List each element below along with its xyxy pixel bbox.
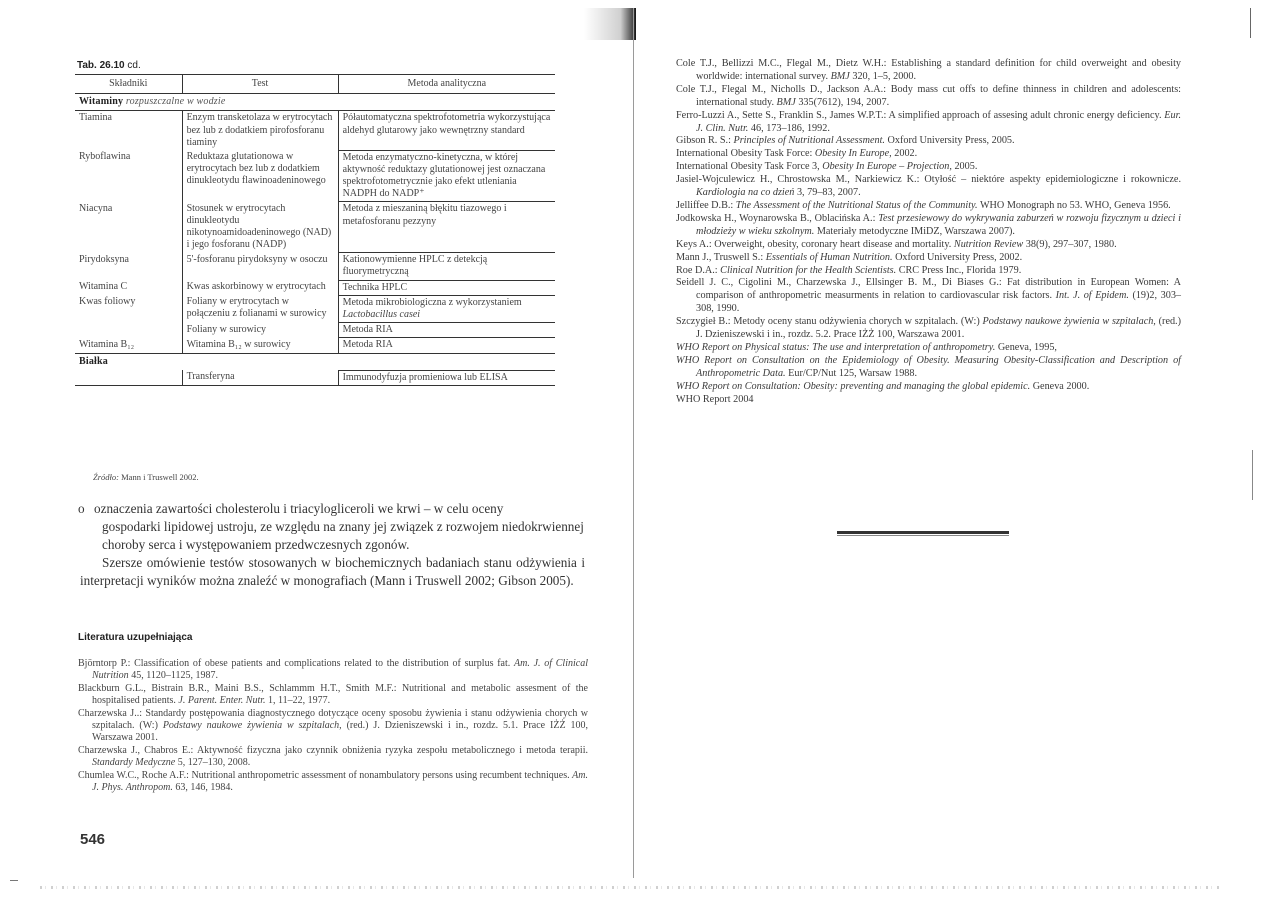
reference-source: Am. J. Phys. Anthropom. [92, 769, 588, 794]
table-cell-test: Stosunek w erytrocytach dinukleotydu nikotynoamidoadeninowego (NAD) i jego fosforanu (NADP) [182, 202, 338, 253]
reference-item [676, 342, 1181, 355]
table-cell-method: Metoda z mieszaniną błękitu tiazowego i metafosforanu pezzyny [338, 202, 555, 253]
reference-source: Obesity In Europe, [814, 148, 892, 160]
reference-authors: Jodkowska H., Woynarowska B., Oblacińska A.: [676, 212, 879, 224]
table-cell-method [338, 295, 555, 322]
reference-authors: Cole T.J., Flegal M., Nicholls D., Jackson A.A.: Body mass cut offs to define thinness in children and adolescents: international study. [676, 83, 1181, 108]
reference-authors: Keys A.: Overweight, obesity, coronary heart disease and mortality. [676, 238, 954, 250]
table-cell-method: Półautomatyczna spektrofotometria wykorzystująca aldehyd glutarowy jako wewnętrzny standard [342, 112, 551, 136]
reference-details: CRC Press Inc., Florida 1979. [896, 264, 1022, 276]
table-cell-test: Foliany w surowicy [182, 323, 338, 338]
table-cell-method: Immunodyfuzja promieniowa lub ELISA [338, 370, 555, 385]
table-caption-label: Tab. 26.10 [77, 60, 125, 71]
test-methods-table [75, 74, 555, 386]
bullet-icon: o [78, 501, 85, 516]
reference-item [676, 394, 1181, 407]
reference-details: 320, 1–5, 2000. [849, 70, 917, 82]
reference-source: Clinical Nutrition for the Health Scientists. [720, 264, 897, 276]
reference-authors: International Obesity Task Force: [676, 148, 815, 160]
reference-item [676, 316, 1181, 342]
reference-item [78, 745, 588, 770]
table-cell-component: Witamina C [75, 280, 182, 295]
table-cell-method: Metoda enzymatyczno-kinetyczna, w której aktywność reduktazy glutationowej jest oznaczana spektrofotometrycznie jako efekt utleniania NADPH do NADP⁺ [338, 150, 555, 202]
reference-details: 38(9), 297–307, 1980. [1023, 238, 1117, 250]
table-cell-method: Technika HPLC [338, 280, 555, 295]
reference-details: 335(7612), 194, 2007. [795, 96, 890, 108]
table-cell-component: Kwas foliowy [75, 295, 182, 322]
table-source [93, 472, 199, 482]
reference-source: BMJ [830, 70, 850, 82]
reference-authors: Roe D.A.: [676, 264, 721, 276]
bullet-first-line: oznaczenia zawartości cholesterolu i triacylogliceroli we krwi – w celu oceny [94, 501, 504, 516]
table-row [75, 253, 555, 280]
bullet-paragraph [80, 500, 584, 554]
reference-item [676, 381, 1181, 394]
reference-item [78, 708, 588, 745]
reference-list-right [676, 58, 1181, 406]
reference-item [676, 200, 1181, 213]
reference-source: Kardiologia na co dzień [696, 187, 795, 199]
reference-item [676, 161, 1181, 174]
reference-details: 63, 146, 1984. [172, 782, 233, 794]
chapter-end-rule-thin [837, 535, 1009, 536]
table-cell-component [75, 370, 182, 385]
section-row-protein [75, 353, 555, 370]
table-row [75, 370, 555, 385]
reference-source: BMJ [776, 96, 796, 108]
page-number: 546 [80, 831, 106, 848]
reference-details: Oxford University Press, 2002. [892, 251, 1023, 263]
method-text: Metoda mikrobiologiczna z wykorzystaniem [342, 296, 522, 308]
reference-source: Nutrition Review [953, 238, 1024, 250]
table-cell-test: Enzym transketolaza w erytrocytach bez lub z dodatkiem pirofosforanu tiaminy [182, 111, 338, 150]
table-cell-component: Pirydoksyna [75, 253, 182, 280]
reference-authors: Mann J., Truswell S.: [676, 251, 766, 263]
reference-source: WHO Report on Physical status: The use and interpretation of anthropometry. [676, 341, 996, 353]
table-cell-component [75, 323, 182, 338]
chapter-end-rule [837, 531, 1009, 534]
column-header-components: Składniki [75, 75, 182, 94]
table-cell-method: Metoda RIA [338, 338, 555, 353]
reference-details: (red.) J. Dzieniszewski i in., rozdz. 5.1. Prace IŻŻ 100, Warszawa 2001. [92, 720, 588, 744]
bullet-continuation: gospodarki lipidowej ustroju, ze względu na znany jej związek z rozwojem niedokrwiennej choroby serca i występowaniem przedwczesnych zgonów. [102, 519, 584, 552]
reference-authors: Szczygieł B.: Metody oceny stanu odżywienia chorych w szpitalach. (W:) [676, 316, 983, 328]
reference-authors: WHO Report 2004 [676, 393, 754, 405]
reference-source: Am. J. of Clinical Nutrition [92, 658, 588, 682]
body-paragraph-text: Szersze omówienie testów stosowanych w biochemicznych badaniach stanu odżywienia i interpretacji wyników można znaleźć w monografiach (Mann i Truswell 2002; Gibson 2005). [80, 555, 585, 588]
reference-authors: Seidell J. C., Cigolini M., Charzewska J., Ellsinger B. M., Di Biases G.: Fat distribution in European Women: A comparison of anthropometric measurments in relation to cardiovascular risk factors. [676, 277, 1181, 302]
table-row [75, 280, 555, 295]
reference-item [676, 213, 1181, 239]
table-header-row [75, 75, 555, 94]
table-row [75, 111, 555, 150]
reference-list-left [78, 658, 588, 794]
table-caption [77, 60, 141, 71]
column-header-test: Test [182, 75, 338, 94]
reference-details: Geneva, 1995, [995, 341, 1057, 353]
reference-details: (19)2, 303–308, 1990. [696, 290, 1182, 315]
table-cell-test: Foliany w erytrocytach w połączeniu z folianami w surowicy [182, 295, 338, 322]
section-row-vitamins [75, 94, 555, 111]
reference-source: J. Parent. Enter. Nutr. [178, 695, 266, 707]
reference-authors: Björntorp P.: Classification of obese patients and complications related to the distribution of surplus fat. [78, 658, 514, 669]
reference-authors: Chumlea W.C., Roche A.F.: Nutritional anthropometric assessment of nonambulatory persons using recumbent techniques. [78, 769, 573, 781]
reference-item [676, 277, 1181, 316]
reference-authors: International Obesity Task Force 3, [676, 161, 823, 173]
reference-authors: Jasiel-Wojculewicz H., Chrostowska M., Narkiewicz K.: Otyłość – niektóre aspekty epidemiologiczne i rokownicze. [676, 174, 1181, 186]
reference-details: Eur/CP/Nut 125, Warsaw 1988. [785, 367, 918, 379]
reference-source: Test przesiewowy do wykrywania zaburzeń w rozwoju fizycznym u dzieci i młodzieży w wieku szkolnym. [696, 212, 1181, 237]
reference-source: WHO Report on Consultation on the Epidemiology of Obesity. Measuring Obesity-Classification and Description of Anthropometric Data. [676, 354, 1181, 379]
section-vitamins-bold: Witaminy [79, 96, 124, 108]
reference-item [78, 683, 588, 708]
reference-authors: Gibson R. S.: [676, 135, 734, 147]
reference-item [676, 239, 1181, 252]
reference-details: 2002. [891, 148, 918, 160]
table-cell-test: Transferyna [182, 370, 338, 385]
table-cell-component: Ryboflawina [75, 150, 182, 202]
reference-authors: Blackburn G.L., Bistrain B.R., Maini B.S., Schlammm H.T., Smith M.F.: Nutritional and metabolic assesment of the hospitalised patients. [78, 682, 588, 707]
table-row [75, 323, 555, 338]
section-vitamins-rest: rozpuszczalne w wodzie [125, 96, 226, 108]
reference-details: Geneva 2000. [1030, 380, 1090, 392]
reference-source: Obesity In Europe – Projection, [822, 161, 952, 173]
reference-item [676, 84, 1181, 110]
table-row [75, 338, 555, 353]
reference-item [676, 148, 1181, 161]
table-cell-component: Tiamina [75, 111, 182, 150]
reference-item [676, 355, 1181, 381]
table-cell-test: Kwas askorbinowy w erytrocytach [182, 280, 338, 295]
reference-details: 3, 79–83, 2007. [794, 187, 861, 199]
reference-details: 1, 11–22, 1977. [265, 695, 331, 707]
section-vitamins-title [75, 94, 555, 111]
method-organism: Lactobacillus casei [342, 308, 421, 320]
reference-source: Podstawy naukowe żywienia w szpitalach, [982, 316, 1156, 328]
column-header-method: Metoda analityczna [338, 75, 555, 94]
table-caption-suffix: cd. [127, 60, 141, 71]
reference-item [676, 110, 1181, 136]
source-label: Źródło: [93, 472, 119, 482]
reference-details: 45, 1120–1125, 1987. [128, 670, 218, 682]
table-cell-test: 5'-fosforanu pirydoksyny w osoczu [182, 253, 338, 280]
reference-details: Oxford University Press, 2005. [884, 135, 1015, 147]
reference-authors: Jelliffee D.B.: [676, 199, 736, 211]
table-row [75, 202, 555, 253]
table-row [75, 295, 555, 322]
reference-details: Materiały metodyczne IMiDZ, Warszawa 2007). [814, 225, 1015, 237]
table-cell-test: Witamina B₁₂ w surowicy [182, 338, 338, 353]
reference-authors: Cole T.J., Bellizzi M.C., Flegal M., Dietz W.H.: Establishing a standard definition for child overweight and obesity worldwide: international survey. [676, 58, 1181, 82]
reference-details: 2005. [951, 161, 978, 173]
reference-item [676, 252, 1181, 265]
table-cell-component: Niacyna [75, 202, 182, 253]
table-cell-test: Reduktaza glutationowa w erytrocytach bez lub z dodatkiem dinukleotydu flawinoadeninowego [182, 150, 338, 202]
reference-item [676, 174, 1181, 200]
reference-source: WHO Report on Consultation: Obesity: preventing and managing the global epidemic. [676, 380, 1031, 392]
table-cell-method: Kationowymienne HPLC z detekcją fluorymetryczną [338, 253, 555, 280]
reference-source: Essentials of Human Nutrition. [765, 251, 893, 263]
section-protein-title: Białka [75, 353, 555, 370]
reference-item [676, 58, 1181, 84]
reference-item [676, 135, 1181, 148]
reference-item [78, 658, 588, 683]
bullet-text [80, 500, 584, 554]
reference-authors: Charzewska J., Chabros E.: Aktywność fizyczna jako czynnik obniżenia ryzyka zespołu metabolicznego i metoda terapii. [78, 744, 588, 756]
source-text: Mann i Truswell 2002. [121, 472, 199, 482]
reference-details: 46, 173–186, 1992. [748, 122, 830, 134]
table-cell-method: Metoda RIA [338, 323, 555, 338]
reference-details: 5, 127–130, 2008. [175, 757, 251, 769]
reference-item [676, 265, 1181, 278]
reference-source: The Assessment of the Nutritional Status of the Community. [735, 199, 978, 211]
table-cell-component: Witamina B₁₂ [75, 338, 182, 353]
reference-source: Int. J. of Epidem. [1055, 290, 1129, 302]
reference-authors: Ferro-Luzzi A., Sette S., Franklin S., James W.P.T.: A simplified approach of assesing adult chronic energy deficiency. [676, 109, 1165, 121]
table-row [75, 150, 555, 202]
body-paragraph [80, 554, 585, 589]
reference-details: WHO Monograph no 53. WHO, Geneva 1956. [977, 199, 1171, 211]
reference-item [78, 770, 588, 795]
reference-source: Principles of Nutritional Assessment. [733, 135, 885, 147]
reference-source: Eur. J. Clin. Nutr. [696, 109, 1181, 134]
reference-source: Standardy Medyczne [92, 757, 176, 769]
reference-source: Podstawy naukowe żywienia w szpitalach, [162, 720, 342, 732]
further-reading-heading: Literatura uzupełniająca [78, 632, 193, 643]
reference-authors: Charzewska J..: Standardy postępowania diagnostycznego dotyczące oceny sposobu żywienia i stanu odżywienia chorych w szpitalach. (W:) [78, 707, 588, 732]
reference-details: (red.) J. Dzieniszewski i in., rozdz. 5.2. Prace IŻŻ 100, Warszawa 2001. [696, 316, 1181, 341]
